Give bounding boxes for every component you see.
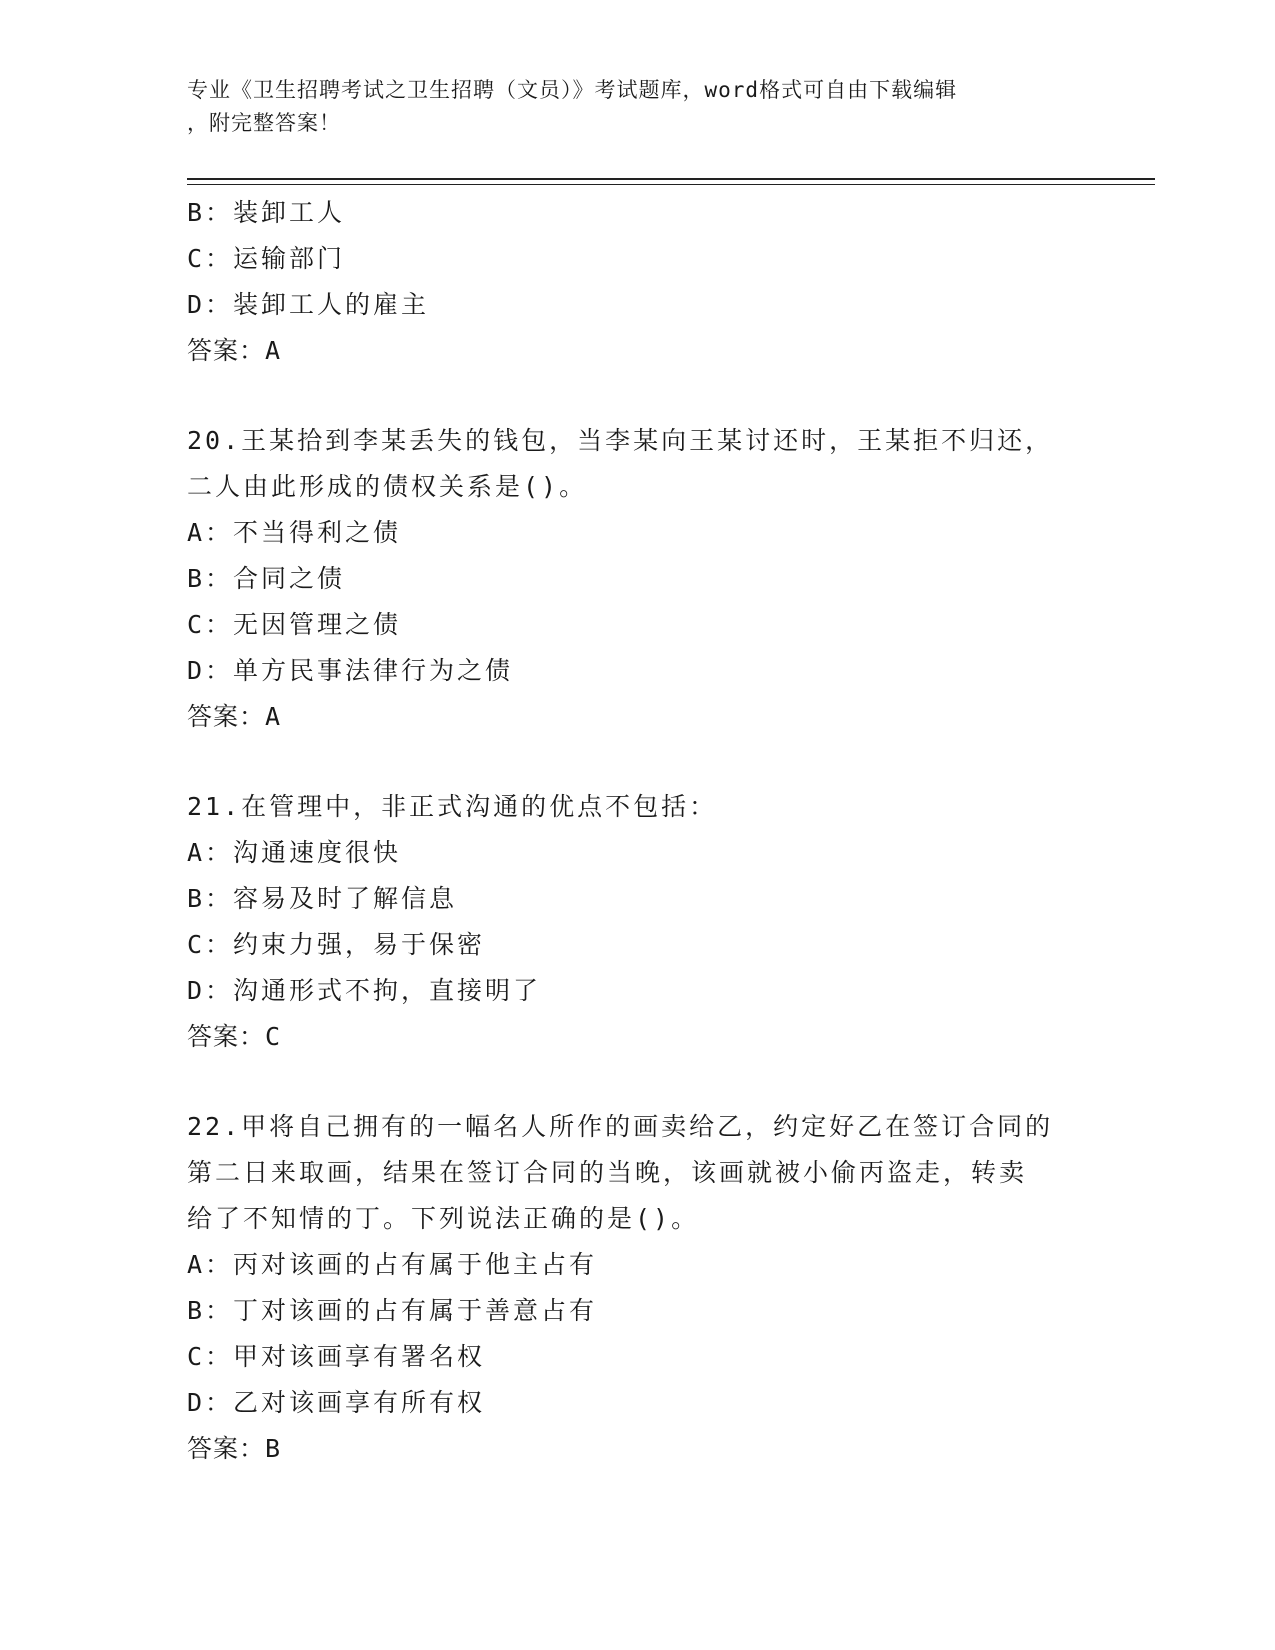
answer-value: A: [265, 702, 282, 731]
question-21: [187, 784, 1087, 1060]
option-b: B：丁对该画的占有属于善意占有: [187, 1296, 598, 1325]
answer-value: B: [265, 1434, 282, 1463]
option-a: A：沟通速度很快: [187, 838, 402, 867]
question-22: [187, 1104, 1087, 1472]
question-text: 第二日来取画，结果在签订合同的当晚，该画就被小偷丙盗走，转卖: [187, 1158, 1028, 1187]
option-d: D：乙对该画享有所有权: [187, 1388, 486, 1417]
answer-value: A: [265, 336, 282, 365]
option-d: D：装卸工人的雇主: [187, 290, 430, 319]
option-c: C：无因管理之债: [187, 610, 402, 639]
question-text: 给了不知情的丁。下列说法正确的是()。: [187, 1204, 700, 1233]
option-c: C：运输部门: [187, 244, 346, 273]
answer-label: 答案：: [187, 702, 266, 731]
option-a: A：丙对该画的占有属于他主占有: [187, 1250, 598, 1279]
option-a: A：不当得利之债: [187, 518, 402, 547]
question-list: [187, 190, 1087, 1472]
question-text: 20.王某拾到李某丢失的钱包，当李某向王某讨还时，王某拒不归还，: [187, 426, 1054, 455]
option-c: C：甲对该画享有署名权: [187, 1342, 486, 1371]
answer-line: [187, 1014, 1087, 1060]
answer-label: 答案：: [187, 1022, 266, 1051]
prev-question-block: [187, 190, 1087, 374]
header-line-1: 专业《卫生招聘考试之卫生招聘（文员）》考试题库，word格式可自由下载编辑: [187, 78, 958, 102]
answer-line: [187, 1426, 1087, 1472]
option-b: B：合同之债: [187, 564, 346, 593]
option-b: B：容易及时了解信息: [187, 884, 458, 913]
question-20: [187, 418, 1087, 740]
header-rule-thin: [187, 184, 1155, 185]
option-b: B：装卸工人: [187, 198, 346, 227]
answer-label: 答案：: [187, 336, 266, 365]
question-text: 22.甲将自己拥有的一幅名人所作的画卖给乙，约定好乙在签订合同的: [187, 1112, 1054, 1141]
document-header: [187, 74, 1067, 140]
header-line-2: ，附完整答案！: [187, 111, 341, 135]
option-d: D：沟通形式不拘，直接明了: [187, 976, 542, 1005]
question-text: 21.在管理中，非正式沟通的优点不包括：: [187, 792, 718, 821]
answer-line: [187, 694, 1087, 740]
header-rule-thick: [187, 178, 1155, 180]
question-text: 二人由此形成的债权关系是()。: [187, 472, 588, 501]
answer-label: 答案：: [187, 1434, 266, 1463]
answer-line: [187, 328, 1087, 374]
option-c: C：约束力强，易于保密: [187, 930, 486, 959]
option-d: D：单方民事法律行为之债: [187, 656, 514, 685]
answer-value: C: [265, 1022, 282, 1051]
